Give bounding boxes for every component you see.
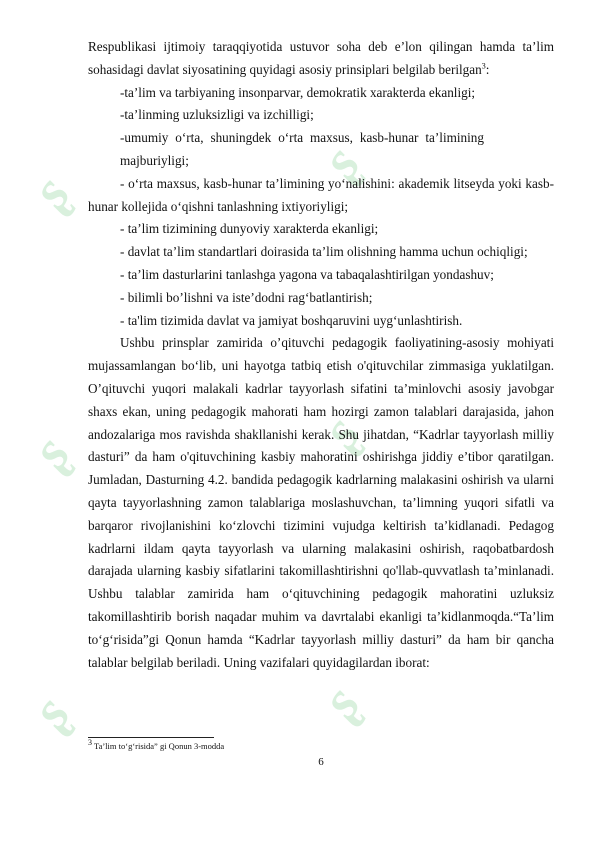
principle-item: - ta'lim tizimida davlat va jamiyat boshqaruvini uyg‘unlashtirish. bbox=[120, 312, 463, 328]
principle-item: -ta’lim va tarbiyaning insonparvar, demokratik xarakterda ekanligi; bbox=[120, 84, 476, 100]
principle-item: -ta’linming uzluksizligi va izchilligi; bbox=[120, 107, 314, 123]
principle-item: - davlat ta’lim standartlari doirasida ta’lim olishning hamma uchun ochiqligi; bbox=[120, 244, 528, 260]
body-paragraph: Ushbu prinsplar zamirida o’qituvchi pedagogik faoliyatining-asosiy mohiyati mujassamlangan bo‘lib, uni hayotga tatbiq etish o'qituvchilar zimmasiga yuklatilgan. O’qituvchi yuqori malakali kadrlar tayyorlash sifatini ta’minlovchi asosiy javobgar shaxs ekan, uning pedagogik mahorati ham hozirgi zamon talablari darajasida, jahon andozalariga mos ravishda shakllanishi kerak. Shu jihatdan, “Kadrlar tayyorlash milliy dasturi” da ham o'qituvchining kasbiy mahoratini oshirishga jiddiy e’tibor qaratilgan. Jumladan, Dasturning 4.2. bandida pedagogik kadrlarning malakasini oshirish va ularni qayta tayyorlashning zamon talablariga moslashuvchan, ta’limning yuqori sifatli va barqaror rivojlanishini ko‘zlovchi tizimini vujudga keltirish ta’kidlanadi. Pedagog kadrlarni ildam qayta tayyorlash va ularning malakasini oshirish, raqobatbardosh darajada ularning kasbiy sifatlarini takomillashtirishni qo'llab-quvvatlash ta’minlanadi. Ushbu talablar zamirida ham o‘qituvchining pedagogik mahoratini uzluksiz takomillashtirib borish naqadar muhim va davrtalabi ekanligi ta’kidlanmoqda.“Ta’lim to‘g‘risida”gi Qonun hamda “Kadrlar tayyorlash milliy dasturi” da ham bir qancha talablar belgilab beriladi. Uning vazifalari quyidagilardan iborat: bbox=[88, 335, 554, 670]
footnote bbox=[88, 738, 225, 752]
footnote-reference[interactable]: 3 bbox=[481, 61, 486, 71]
page-number: 6 bbox=[318, 756, 324, 768]
watermark-logo: ʂ bbox=[309, 135, 373, 189]
intro-text: Respublikasi ijtimoiy taraqqiyotida ustuvor soha deb e’lon qilingan hamda ta’lim sohasidagi davlat siyosatining quyidagi asosiy prinsiplari belgilab berilgan bbox=[88, 39, 554, 77]
intro-end: : bbox=[485, 61, 490, 77]
watermark-logo: ʂ bbox=[19, 425, 83, 479]
footnote-divider bbox=[88, 737, 214, 738]
watermark-logo: ʂ bbox=[19, 685, 83, 739]
body-text bbox=[88, 36, 554, 674]
principle-item: - ta’lim tizimining dunyoviy xarakterda ekanligi; bbox=[120, 221, 379, 237]
watermark-logo: ʂ bbox=[19, 165, 83, 219]
principle-item: - o‘rta maxsus, kasb-hunar ta’limining yo‘nalishini: akademik litseyda yoki kasb-hunar kollejida o‘qishni tanlashning ixtiyoriyligi; bbox=[88, 175, 554, 214]
principle-item: -umumiy o‘rta, shuningdek o‘rta maxsus, kasb-hunar ta’limining majburiyligi; bbox=[120, 130, 484, 168]
footnote-text: Ta’lim to‘g‘risida” gi Qonun 3-modda bbox=[93, 741, 225, 751]
principle-item: - ta’lim dasturlarini tanlashga yagona va tabaqalashtirilgan yondashuv; bbox=[120, 266, 494, 282]
intro-paragraph bbox=[88, 36, 554, 82]
principle-item: - bilimli bo’lishni va iste’dodni rag‘batlantirish; bbox=[120, 289, 373, 305]
watermark-logo: ʂ bbox=[309, 405, 373, 459]
footnote-mark: 3 bbox=[88, 738, 92, 748]
watermark-logo: ʂ bbox=[309, 675, 373, 729]
